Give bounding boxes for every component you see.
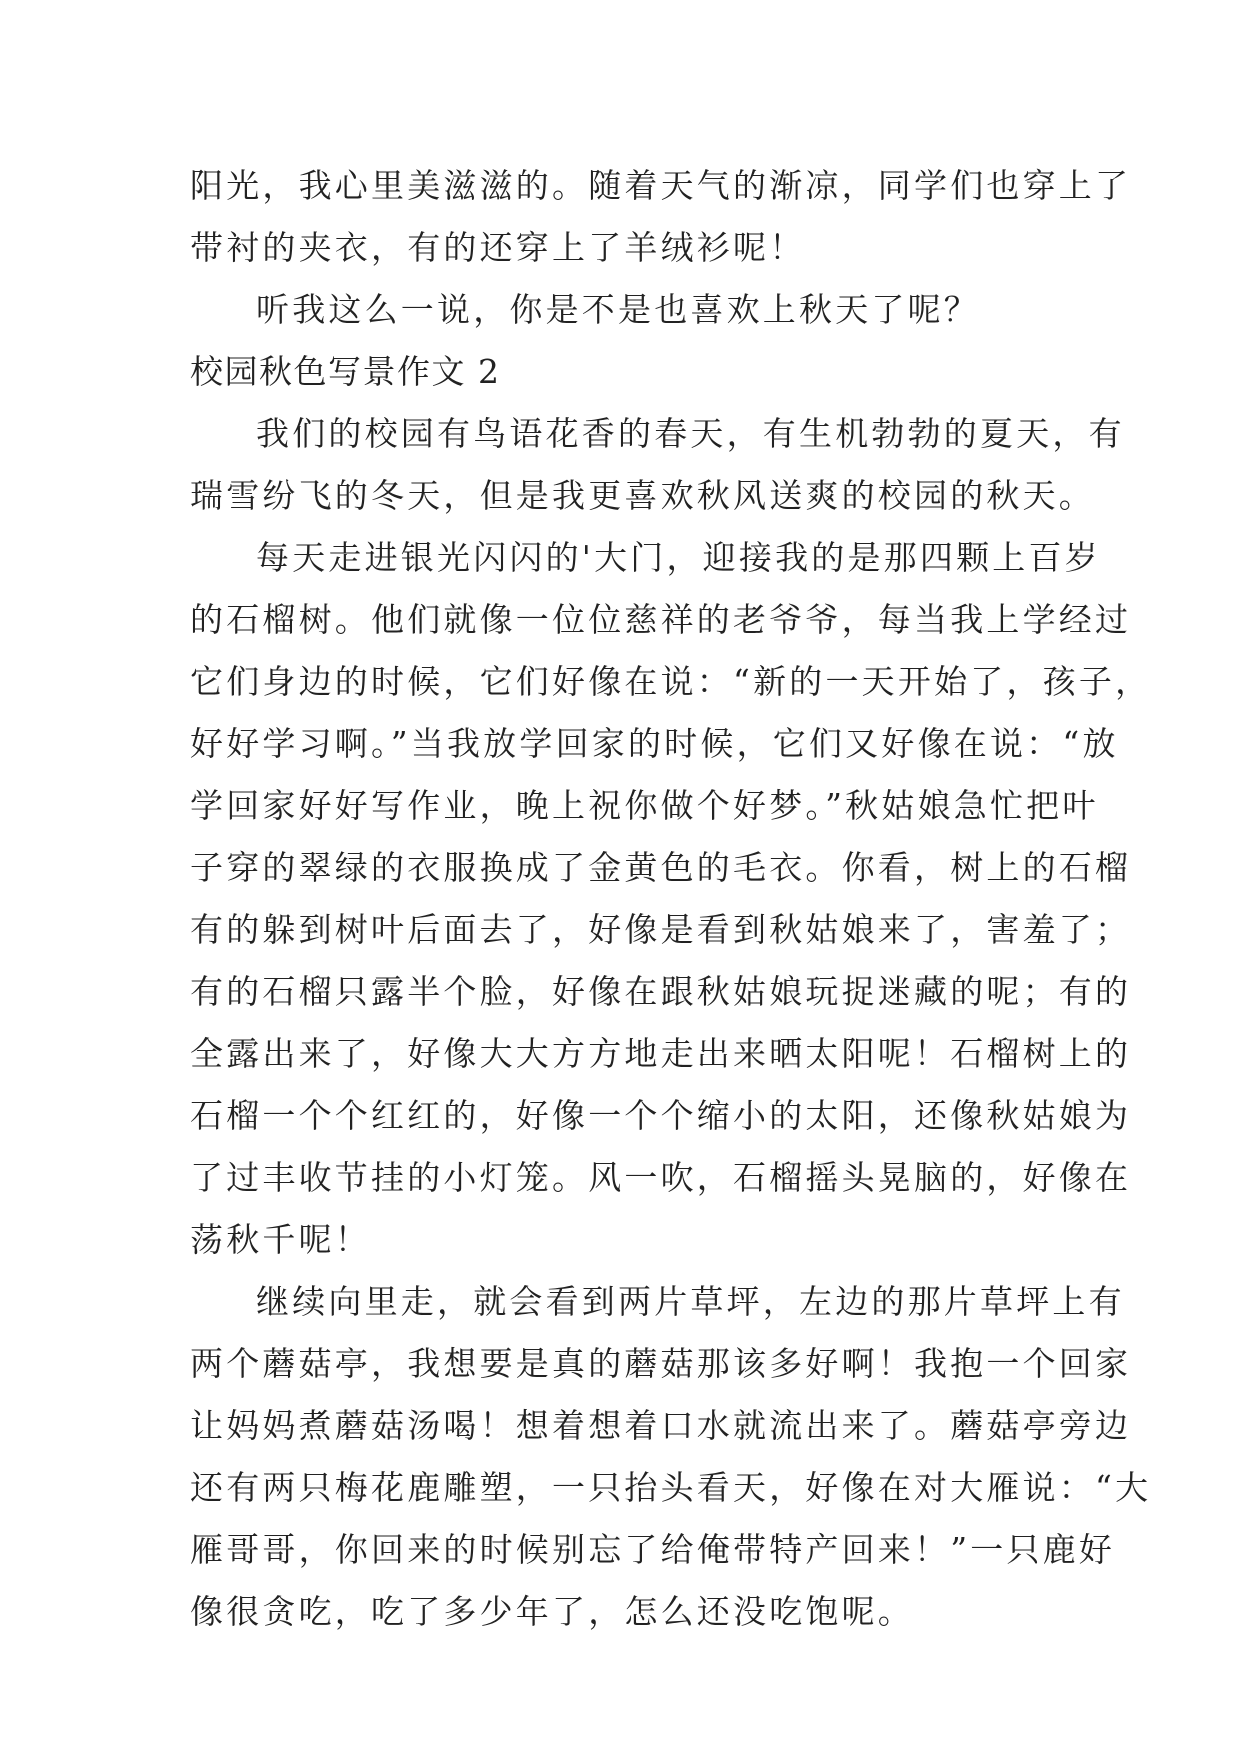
paragraph-line: 还有两只梅花鹿雕塑，一只抬头看天，好像在对大雁说：“大	[190, 1468, 1152, 1507]
paragraph-line: 两个蘑菇亭，我想要是真的蘑菇那该多好啊！我抱一个回家	[190, 1344, 1132, 1383]
paragraph-line: 全露出来了，好像大大方方地走出来晒太阳呢！石榴树上的	[190, 1034, 1132, 1073]
paragraph-line: 雁哥哥，你回来的时候别忘了给俺带特产回来！”一只鹿好	[190, 1530, 1116, 1569]
paragraph-line: 每天走进银光闪闪的'大门，迎接我的是那四颗上百岁	[256, 538, 1101, 577]
paragraph-line: 让妈妈煮蘑菇汤喝！想着想着口水就流出来了。蘑菇亭旁边	[190, 1406, 1132, 1445]
paragraph-line: 荡秋千呢！	[190, 1220, 371, 1259]
paragraph-line: 子穿的翠绿的衣服换成了金黄色的毛衣。你看，树上的石榴	[190, 848, 1132, 887]
paragraph-line: 学回家好好写作业，晚上祝你做个好梦。”秋姑娘急忙把叶	[190, 786, 1099, 825]
paragraph-line: 它们身边的时候，它们好像在说：“新的一天开始了，孩子，	[190, 662, 1152, 701]
paragraph-line: 像很贪吃，吃了多少年了，怎么还没吃饱呢。	[190, 1592, 914, 1631]
paragraph-line: 石榴一个个红红的，好像一个个缩小的太阳，还像秋姑娘为	[190, 1096, 1132, 1135]
paragraph-line: 听我这么一说，你是不是也喜欢上秋天了呢？	[256, 290, 980, 329]
paragraph-line: 好好学习啊。”当我放学回家的时候，它们又好像在说：“放	[190, 724, 1119, 763]
paragraph-line: 了过丰收节挂的小灯笼。风一吹，石榴摇头晃脑的，好像在	[190, 1158, 1132, 1197]
paragraph-line: 有的石榴只露半个脸，好像在跟秋姑娘玩捉迷藏的呢；有的	[190, 972, 1132, 1011]
paragraph-line: 阳光，我心里美滋滋的。随着天气的渐凉，同学们也穿上了	[190, 166, 1132, 205]
paragraph-line: 继续向里走，就会看到两片草坪，左边的那片草坪上有	[256, 1282, 1125, 1321]
paragraph-line: 有的躲到树叶后面去了，好像是看到秋姑娘来了，害羞了；	[190, 910, 1132, 949]
paragraph-line: 的石榴树。他们就像一位位慈祥的老爷爷，每当我上学经过	[190, 600, 1132, 639]
paragraph-line: 我们的校园有鸟语花香的春天，有生机勃勃的夏天，有	[256, 414, 1125, 453]
paragraph-line: 带衬的夹衣，有的还穿上了羊绒衫呢！	[190, 228, 806, 267]
document-body	[190, 155, 1152, 1643]
paragraph-line: 瑞雪纷飞的冬天，但是我更喜欢秋风送爽的校园的秋天。	[190, 476, 1095, 515]
section-heading: 校园秋色写景作文 2	[190, 352, 501, 391]
